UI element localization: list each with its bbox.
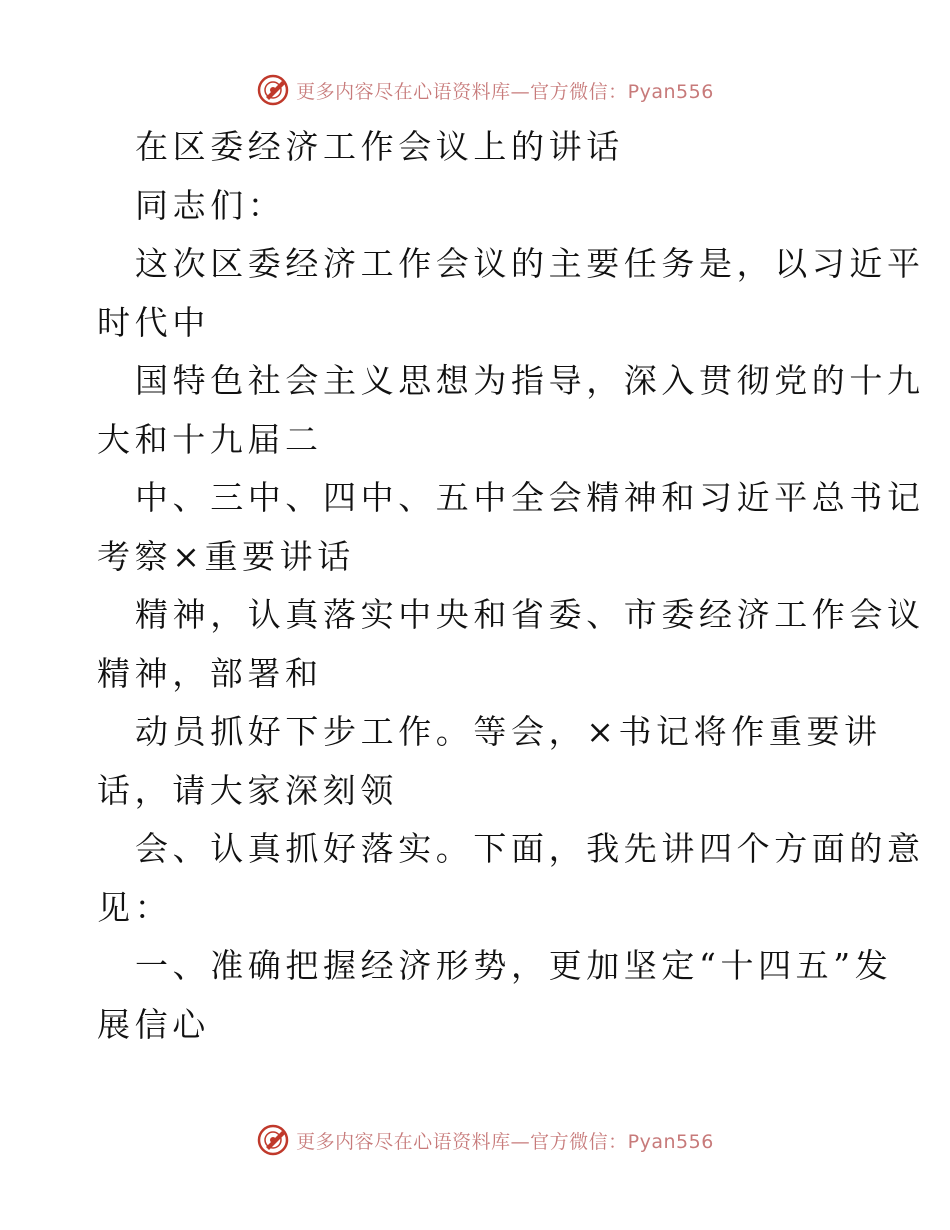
text-line: 会、认真抓好落实。下面，我先讲四个方面的意 (135, 829, 925, 868)
text-line: 精神，认真落实中央和省委、市委经济工作会议 (135, 595, 925, 634)
watermark-text: 更多内容尽在心语资料库—官方微信：Pyan556 (296, 80, 714, 103)
document-body (97, 118, 925, 1054)
footer-watermark (0, 1120, 950, 1160)
footer-watermark-group (256, 1123, 714, 1157)
text-line: 展信心 (97, 1004, 210, 1044)
header-watermark (0, 70, 950, 110)
text-line: 这次区委经济工作会议的主要任务是，以习近平 (135, 244, 925, 283)
text-line: 见： (97, 887, 173, 927)
text-line: 大和十九届二 (97, 419, 323, 459)
watermark-text: 更多内容尽在心语资料库—官方微信：Pyan556 (296, 1130, 714, 1153)
seal-logo-icon (256, 73, 290, 107)
text-line: 一、准确把握经济形势，更加坚定“十四五”发 (135, 946, 893, 985)
text-line: 精神，部署和 (97, 653, 323, 693)
seal-logo-icon (256, 1123, 290, 1157)
watermark-id: Pyan556 (627, 80, 714, 103)
text-line: 同志们： (135, 185, 286, 225)
text-line: 动员抓好下步工作。等会，×书记将作重要讲 (135, 712, 882, 751)
text-line: 在区委经济工作会议上的讲话 (135, 127, 624, 166)
header-watermark-group (256, 73, 714, 107)
text-line: 考察×重要讲话 (97, 536, 355, 576)
watermark-id: Pyan556 (627, 1130, 714, 1153)
text-line: 时代中 (97, 302, 210, 342)
text-line: 国特色社会主义思想为指导，深入贯彻党的十九 (135, 361, 925, 400)
text-line: 话，请大家深刻领 (97, 770, 398, 810)
text-line: 中、三中、四中、五中全会精神和习近平总书记 (135, 478, 925, 517)
